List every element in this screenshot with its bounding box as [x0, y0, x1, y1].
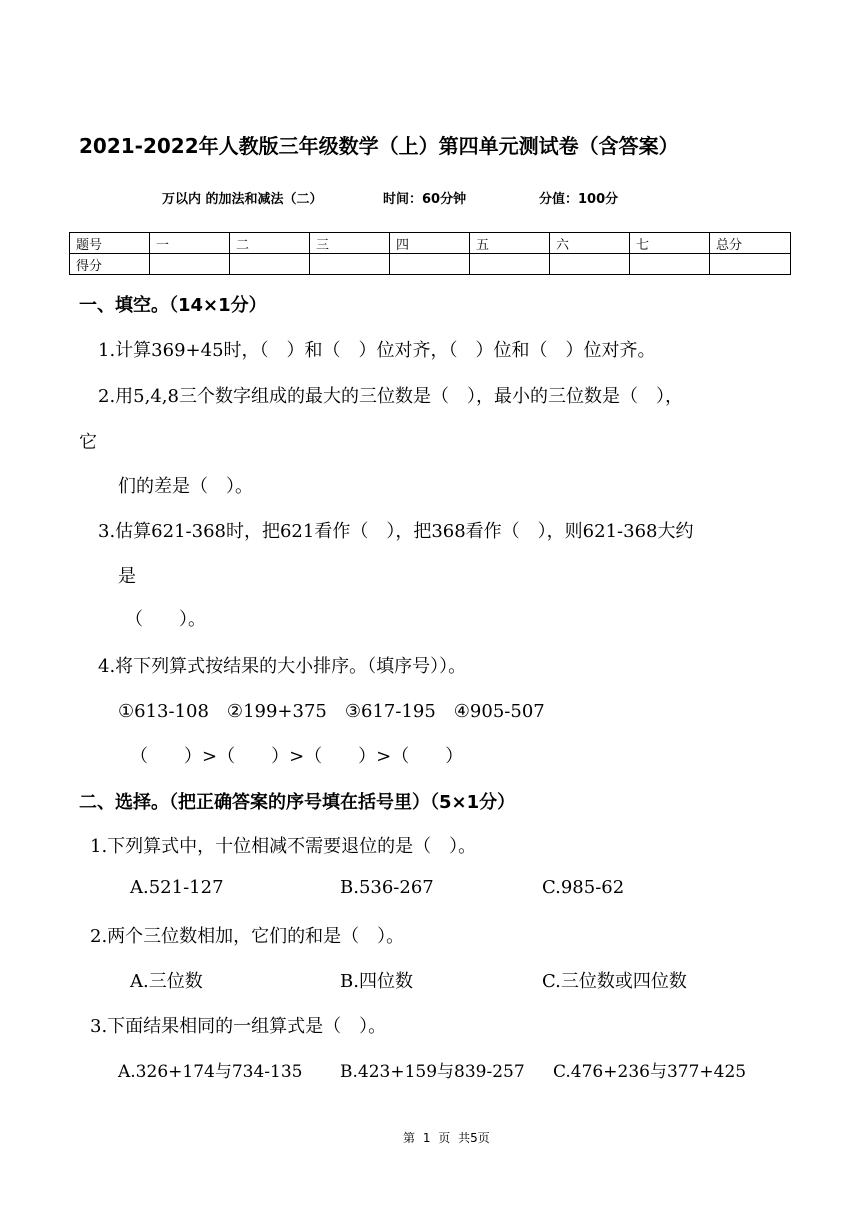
- fill-question-4-blanks: （ ）>（ ）>（ ）>（ ）: [130, 746, 464, 767]
- choice-question-3: 3.下面结果相同的一组算式是（ ）。: [90, 1016, 387, 1037]
- score-table: [69, 232, 791, 275]
- score-table-header-row: [70, 233, 791, 254]
- fill-question-2-cont: 们的差是（ ）。: [118, 476, 253, 497]
- fill-question-3-wrap: 是: [118, 566, 136, 587]
- score-cell[interactable]: [550, 254, 630, 275]
- score-table-header-cell: 一: [150, 233, 230, 254]
- score-cell[interactable]: [310, 254, 390, 275]
- choice-option-a: A.三位数: [130, 971, 203, 992]
- fill-question-2: 2.用5,4,8三个数字组成的最大的三位数是（ ），最小的三位数是（ ），: [98, 386, 683, 407]
- score-cell[interactable]: [630, 254, 710, 275]
- unit-name: 万以内 的加法和减法（二）: [162, 192, 323, 207]
- page-footer: 第 1 页 共5页: [403, 1131, 490, 1145]
- fill-question-1: 1.计算369+45时，（ ）和（ ）位对齐，（ ）位和（ ）位对齐。: [98, 340, 656, 361]
- choice-option-c: C.476+236与377+425: [553, 1062, 747, 1082]
- fill-question-4: 4.将下列算式按结果的大小排序。（填序号））。: [98, 656, 467, 677]
- score-cell[interactable]: [230, 254, 310, 275]
- fill-question-4-items: ①613-108 ②199+375 ③617-195 ④905-507: [118, 701, 545, 722]
- score-cell[interactable]: [710, 254, 791, 275]
- total-score: 分值：100分: [539, 192, 619, 207]
- score-table-header-cell: 六: [550, 233, 630, 254]
- section-2-heading: 二、选择。（把正确答案的序号填在括号里）（5×1分）: [79, 792, 516, 813]
- choice-question-2: 2.两个三位数相加，它们的和是（ ）。: [90, 926, 405, 947]
- score-cell[interactable]: [150, 254, 230, 275]
- fill-question-3: 3.估算621-368时，把621看作（ ），把368看作（ ），则621-368大约: [98, 521, 694, 542]
- score-table-header-cell: 四: [390, 233, 470, 254]
- choice-option-a: A.521-127: [130, 877, 224, 898]
- score-table-header-cell: 五: [470, 233, 550, 254]
- choice-question-1: 1.下列算式中，十位相减不需要退位的是（ ）。: [90, 836, 477, 857]
- section-1-heading: 一、填空。（14×1分）: [79, 295, 267, 316]
- time-limit: 时间：60分钟: [383, 192, 467, 207]
- score-cell[interactable]: [390, 254, 470, 275]
- fill-question-2-wrap: 它: [79, 432, 97, 453]
- score-table-header-cell: 总分: [710, 233, 791, 254]
- score-table-header-cell: 七: [630, 233, 710, 254]
- choice-option-b: B.423+159与839-257: [340, 1062, 525, 1082]
- fill-question-3-cont: （ ）。: [125, 609, 206, 630]
- page-title: 2021-2022年人教版三年级数学（上）第四单元测试卷（含答案）: [79, 134, 679, 158]
- choice-option-c: C.985-62: [542, 877, 625, 898]
- choice-option-b: B.536-267: [340, 877, 434, 898]
- score-table-header-cell: 三: [310, 233, 390, 254]
- choice-option-b: B.四位数: [340, 971, 413, 992]
- choice-option-c: C.三位数或四位数: [542, 971, 687, 992]
- score-table-header-cell: 二: [230, 233, 310, 254]
- score-table-score-row: [70, 254, 791, 275]
- score-row-label: 得分: [70, 254, 150, 275]
- score-cell[interactable]: [470, 254, 550, 275]
- score-table-header-cell: 题号: [70, 233, 150, 254]
- choice-option-a: A.326+174与734-135: [118, 1062, 303, 1082]
